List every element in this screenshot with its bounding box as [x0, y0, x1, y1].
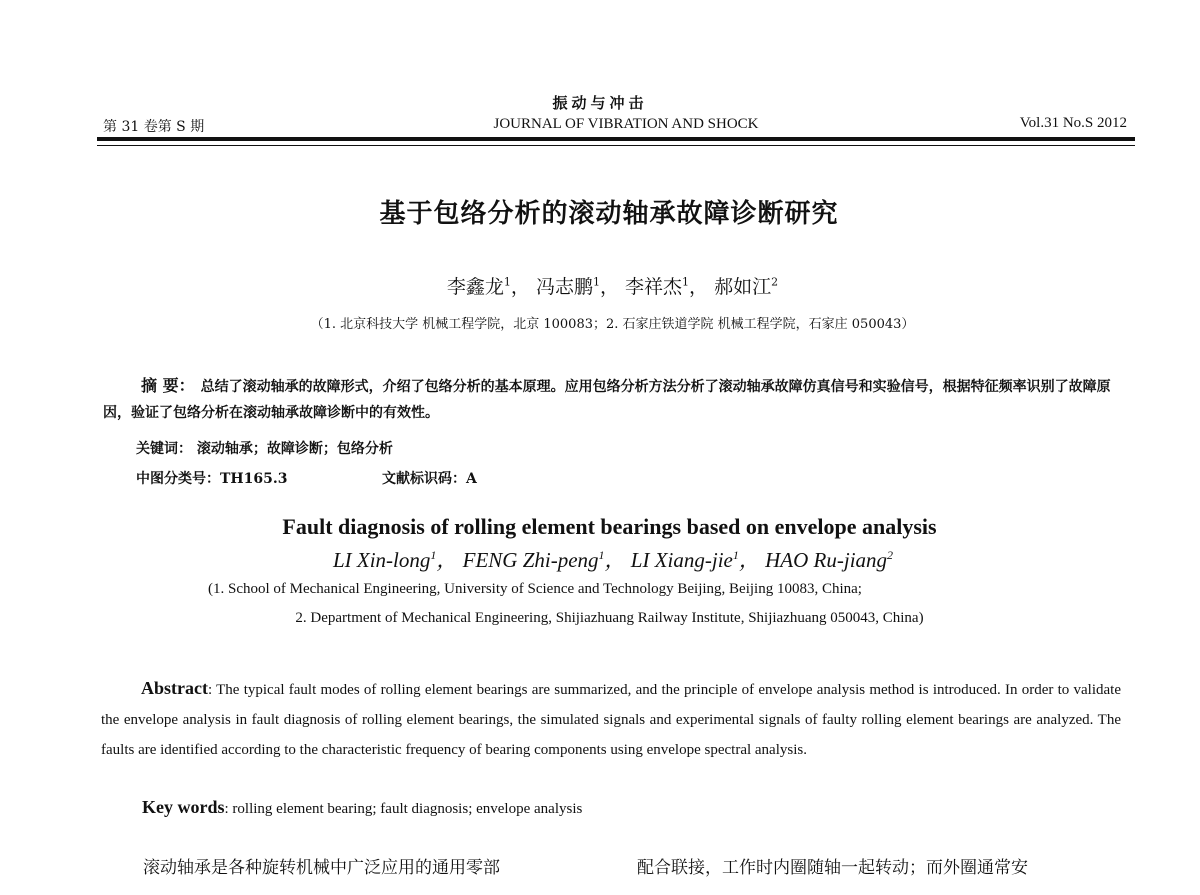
keywords-en — [142, 797, 582, 818]
abstract-en-label: Abstract — [141, 678, 208, 698]
paper-title-en: Fault diagnosis of rolling element bearings based on envelope analysis — [282, 514, 937, 539]
paper-title-cn: 基于包络分析的滚动轴承故障诊断研究 — [379, 199, 839, 229]
author-en: HAO Ru-jiang$^2$ — [765, 548, 894, 572]
classification-row — [136, 468, 477, 488]
clc-value: TH165.3 — [220, 471, 288, 487]
keywords-en-label: Key words — [142, 797, 225, 817]
abstract-cn — [103, 373, 1125, 426]
keywords-cn — [136, 438, 393, 458]
header-rule-thick — [97, 137, 1135, 141]
keywords-cn-text: 滚动轴承；故障诊断；包络分析 — [196, 441, 393, 457]
authors-en — [0, 544, 1200, 574]
header-rule-thin — [97, 145, 1135, 146]
keywords-cn-label: 关键词： — [136, 441, 192, 457]
body-column-left: 滚动轴承是各种旋转机械中广泛应用的通用零部 — [143, 858, 500, 878]
issue-label: 第 31 卷第 S 期 — [103, 119, 205, 135]
author-cn: 冯志鹏$^1$， — [535, 275, 619, 298]
author-cn: 郝如江$^2$ — [714, 275, 779, 298]
abstract-cn-text: 总结了滚动轴承的故障形式，介绍了包络分析的基本原理。应用包络分析方法分析了滚动轴承故障仿真信号和实验信号，根据特征频率识别了故障原因，验证了包络分析在滚动轴承故障诊断中的有效性。 — [103, 379, 1111, 421]
author-cn: 李祥杰$^1$， — [625, 275, 709, 298]
volume-label: Vol.31 No.S 2012 — [1019, 115, 1127, 131]
affiliation-en-1: (1. School of Mechanical Engineering, University of Science and Technology Beijing, Beijing 10083, China; — [208, 581, 862, 597]
body-column-right: 配合联接，工作时内圈随轴一起转动；而外圈通常安 — [637, 858, 1028, 878]
affiliation-en-2: 2. Department of Mechanical Engineering, Shijiazhuang Railway Institute, Shijiazhuang 050043, China) — [295, 610, 924, 626]
author-cn: 李鑫龙$^1$， — [446, 275, 530, 298]
abstract-en — [101, 673, 1121, 765]
journal-title-cn: 振动与冲击 — [552, 94, 648, 112]
author-en: LI Xiang-jie$^1$， — [630, 548, 760, 572]
doc-code — [382, 468, 477, 488]
doc-code-value: A — [466, 471, 477, 487]
abstract-cn-label: 摘 要： — [141, 376, 195, 395]
authors-cn — [0, 272, 1200, 299]
clc-label: 中图分类号： — [136, 471, 220, 487]
abstract-en-text: : The typical fault modes of rolling element bearings are summarized, and the principle of envelope analysis method is introduced. In order to validate the envelope analysis in fault diagnosis of rolling element bearings, the simulated signals and experimental signals of faulty rolling element bearings are analyzed. The faults are identified according to the characteristic frequency of bearing components using envelope spectral analysis. — [101, 682, 1121, 758]
author-en: LI Xin-long$^1$， — [332, 548, 458, 572]
doc-code-label: 文献标识码： — [382, 471, 466, 487]
author-en: FENG Zhi-peng$^1$， — [462, 548, 626, 572]
journal-title-en: JOURNAL OF VIBRATION AND SHOCK — [493, 116, 759, 132]
keywords-en-text: : rolling element bearing; fault diagnosis; envelope analysis — [224, 801, 583, 817]
affiliations-cn: （1. 北京科技大学 机械工程学院，北京 100083；2. 石家庄铁道学院 机械工程学院，石家庄 050043） — [310, 317, 915, 332]
